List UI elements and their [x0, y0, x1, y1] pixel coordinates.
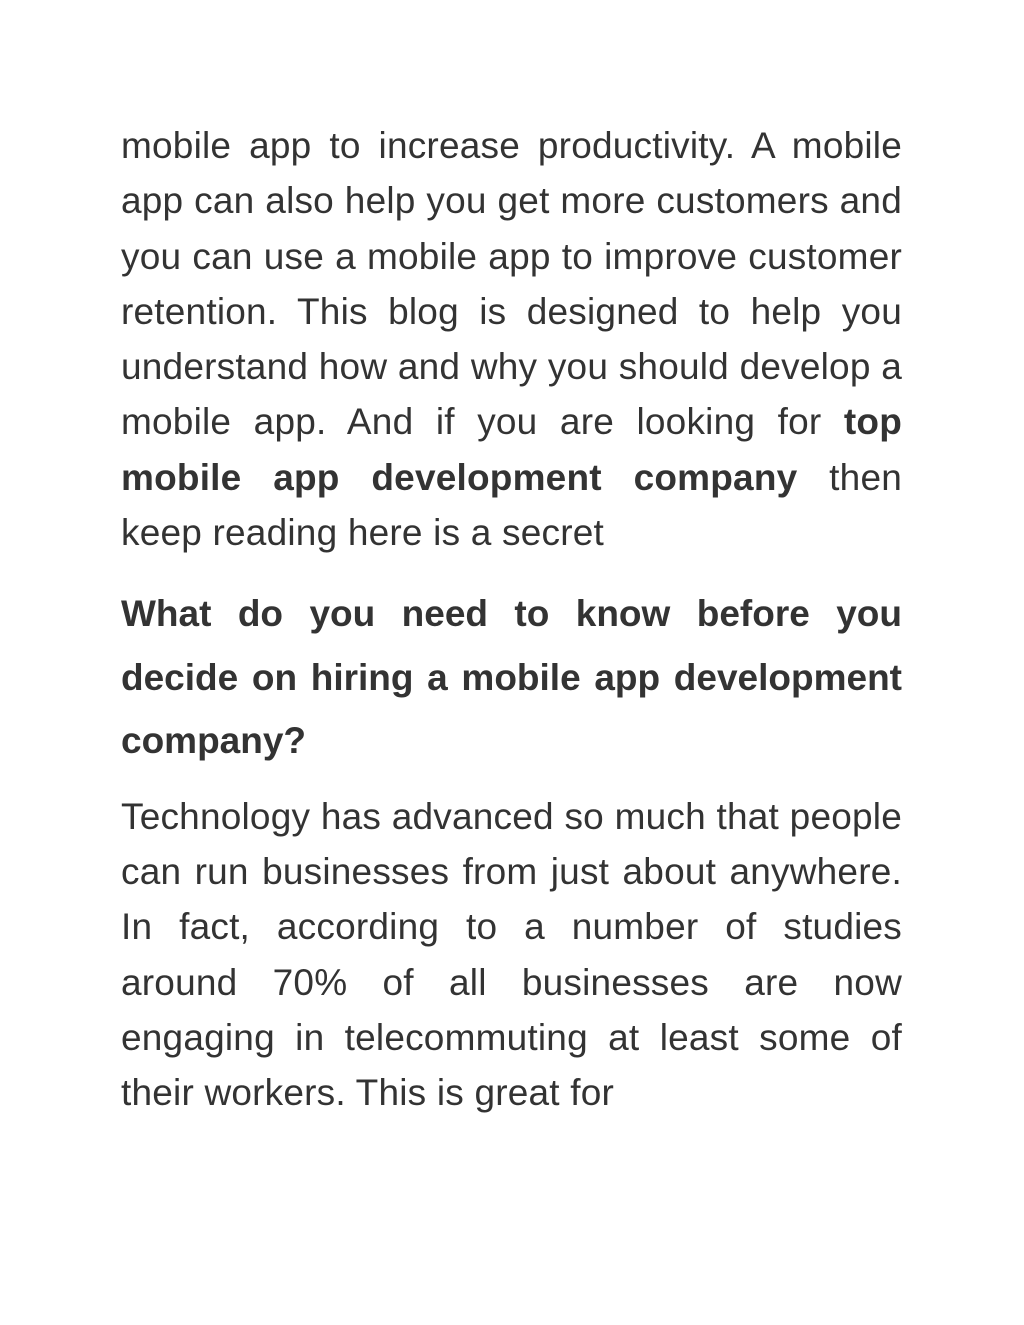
intro-paragraph-keyword: top mobile app development company: [121, 401, 902, 498]
document-body: [121, 118, 902, 1121]
intro-paragraph-text: mobile app to increase productivity. A mobile app can also help you get more customers and you can use a mobile app to improve customer retention. This blog is designed to help you understand how and why you should develop a mobile app. And if you are looking for: [121, 125, 902, 443]
intro-paragraph-tail: then keep reading here is a secret: [121, 456, 902, 554]
body-paragraph: Technology has advanced so much that people can run businesses from just about anywhere. In fact, according to a number of studies around 70% of all businesses are now engaging in telecommuting at least some of their workers. This is great for: [121, 795, 902, 1114]
section-heading: What do you need to know before you decide on hiring a mobile app development company?: [121, 593, 902, 762]
intro-paragraph: [121, 118, 902, 560]
